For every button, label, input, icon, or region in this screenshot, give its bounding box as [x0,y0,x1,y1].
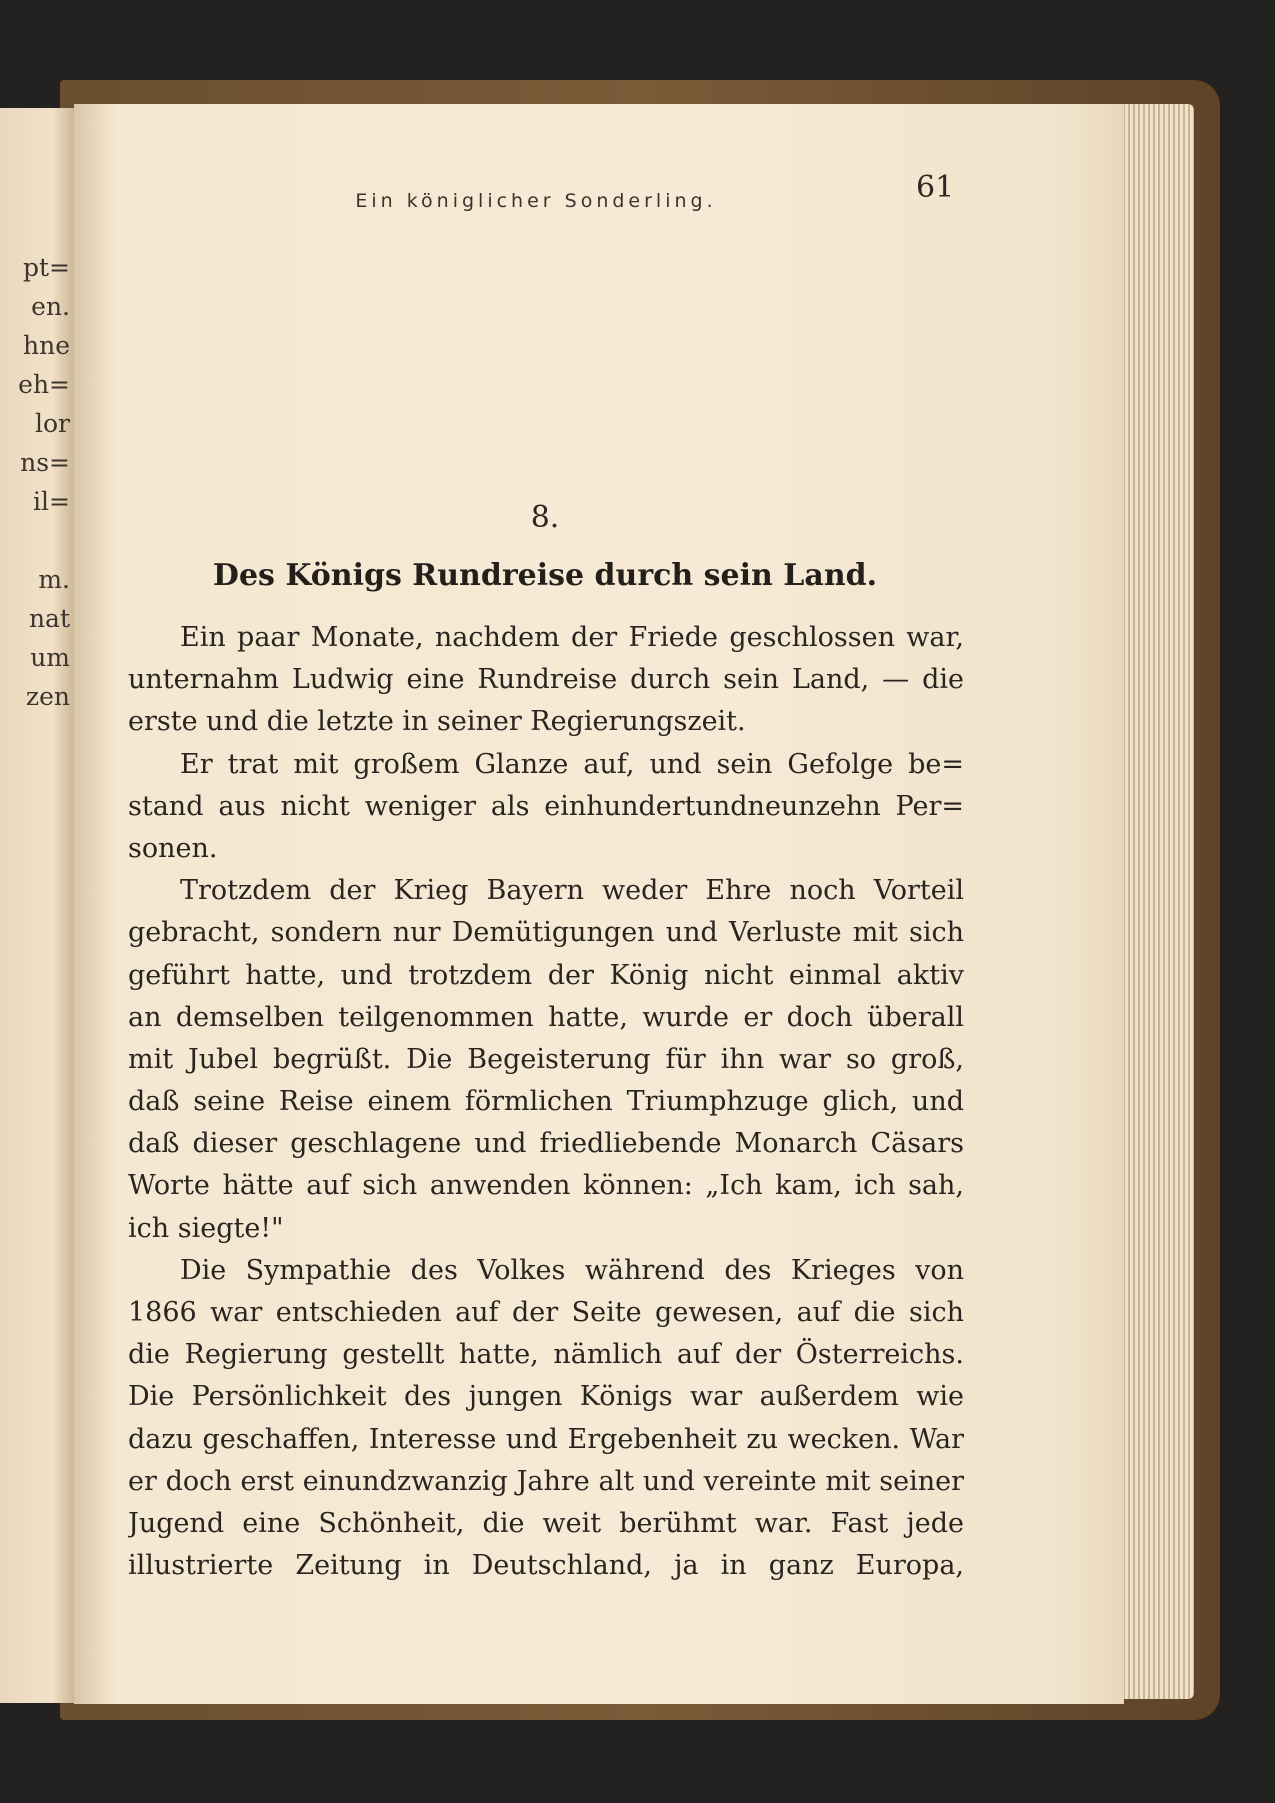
chapter-number: 8. [530,500,560,535]
text-line: Die Persönlichkeit des jungen Königs war außerdem wie [128,1381,964,1413]
left-fragment: nat [28,604,70,633]
page-number: 61 [916,170,955,205]
running-header: Ein königlicher Sonderling. [355,190,717,212]
text-line: erste und die letzte in seiner Regierungszeit. [128,706,746,738]
text-line: geführt hatte, und trotzdem der König nicht einmal aktiv [128,959,964,991]
text-line: 1866 war entschieden auf der Seite gewesen, auf die sich [128,1297,964,1328]
left-page-text-fragments [2,248,74,716]
left-fragment: hne [23,331,70,360]
text-line: Er trat mit großem Glanze auf, und sein Gefolge be= [180,748,964,780]
text-line: mit Jubel begrüßt. Die Begeisterung für ihn war so groß, [128,1043,964,1075]
text-line: Worte hätte auf sich anwenden können: „Ich kam, ich sah, [128,1170,964,1202]
left-fragment: zen [25,682,70,711]
text-line: daß seine Reise einem förmlichen Triumphzuge glich, und [128,1086,964,1118]
text-line: an demselben teilgenommen hatte, wurde er doch überall [128,1001,964,1033]
text-line: daß dieser geschlagene und friedliebende Monarch Cäsars [128,1128,964,1160]
left-fragment: pt= [23,253,70,282]
text-line: ich siegte!" [128,1212,284,1244]
text-line: Ein paar Monate, nachdem der Friede geschlossen war, [180,622,964,653]
text-line: illustrierte Zeitung in Deutschland, ja in ganz Europa, [128,1550,964,1582]
chapter-title: Des Königs Rundreise durch sein Land. [212,558,878,593]
left-fragment: um [30,643,70,672]
left-page [0,108,74,1703]
text-line: Jugend eine Schönheit, die weit berühmt war. Fast jede [128,1507,964,1539]
left-fragment: ns= [20,448,70,477]
text-line: unternahm Ludwig eine Rundreise durch sein Land, — die [128,664,964,696]
left-fragment: lor [35,409,70,438]
text-line: er doch erst einundzwanzig Jahre alt und vereinte mit seiner [128,1465,964,1497]
body-text [128,617,964,1587]
text-line: sonen. [128,832,218,864]
text-line: Trotzdem der Krieg Bayern weder Ehre noch Vorteil [180,875,964,907]
left-fragment: m. [38,565,70,594]
text-line: dazu geschaffen, Interesse und Ergebenheit zu wecken. War [128,1423,964,1455]
left-fragment [2,521,74,560]
left-fragment: en. [31,292,70,321]
left-fragment: il= [33,487,70,516]
text-line: Die Sympathie des Volkes während des Krieges von [180,1254,964,1286]
text-line: stand aus nicht weniger als einhundertundneunzehn Per= [128,790,964,822]
text-line: gebracht, sondern nur Demütigungen und Verluste mit sich [128,917,964,949]
left-fragment: eh= [18,370,70,399]
text-line: die Regierung gestellt hatte, nämlich auf der Österreichs. [128,1339,964,1371]
